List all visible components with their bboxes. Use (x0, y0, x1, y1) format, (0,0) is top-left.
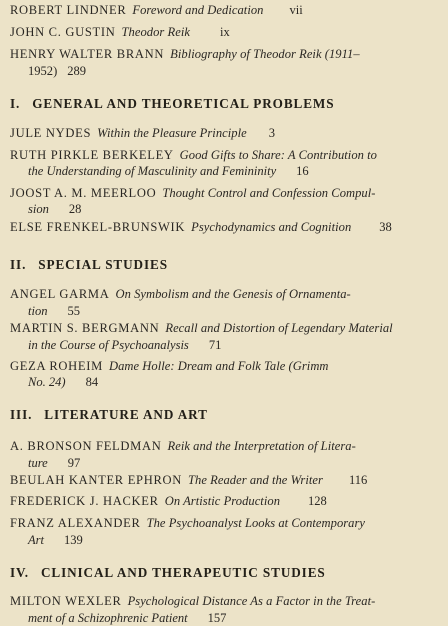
toc-entry (10, 516, 448, 531)
entry-title: Good Gifts to Share: A Contribution to (179, 148, 377, 162)
entry-author: MARTIN S. BERGMANN (10, 321, 160, 335)
toc-entry (10, 359, 448, 374)
toc-entry (10, 47, 448, 62)
toc-entry (10, 494, 448, 509)
toc-entry-continuation (28, 375, 448, 390)
entry-author: GEZA ROHEIM (10, 359, 103, 373)
section-heading (10, 407, 208, 423)
entry-page: 139 (64, 533, 83, 547)
entry-title: The Psychoanalyst Looks at Contemporary (146, 516, 366, 530)
entry-author: JOOST A. M. MEERLOO (10, 186, 157, 200)
entry-title: Psychological Distance As a Factor in the Treat- (127, 594, 376, 608)
entry-author: MILTON WEXLER (10, 594, 122, 608)
entry-title: Foreword and Dedication (132, 3, 264, 17)
entry-page: 16 (296, 164, 309, 178)
entry-page: 157 (207, 611, 227, 625)
toc-entry (10, 439, 448, 454)
entry-title-cont: ment of a Schizophrenic Patient (28, 611, 188, 625)
section-heading (10, 96, 335, 112)
entry-title: Thought Control and Confession Compul- (162, 186, 376, 200)
entry-title: Within the Pleasure Principle (97, 126, 247, 140)
entry-page: 116 (348, 473, 368, 487)
entry-title-cont: Art (28, 533, 45, 547)
entry-title: Reik and the Interpretation of Litera- (167, 439, 356, 453)
entry-page: 71 (208, 338, 222, 352)
entry-author: ANGEL GARMA (10, 287, 110, 301)
section-title: CLINICAL AND THERAPEUTIC STUDIES (40, 565, 326, 580)
toc-entry-continuation (28, 64, 448, 79)
entry-title: Psychodynamics and Cognition (191, 220, 352, 234)
section-title: LITERATURE AND ART (44, 407, 208, 422)
entry-author: HENRY WALTER BRANN (10, 47, 165, 61)
entry-author: RUTH PIRKLE BERKELEY (10, 148, 174, 162)
entry-author: ELSE FRENKEL-BRUNSWIK (10, 220, 186, 234)
toc-entry (10, 186, 448, 201)
toc-entry-continuation (28, 164, 448, 179)
toc-entry (10, 148, 448, 163)
entry-page: 128 (308, 494, 327, 508)
entry-author: JOHN C. GUSTIN (10, 25, 116, 39)
entry-page: 38 (379, 220, 392, 234)
section-heading (10, 257, 168, 273)
section-number: II. (10, 257, 27, 272)
toc-entry (10, 473, 448, 488)
entry-author: ROBERT LINDNER (10, 3, 127, 17)
entry-author: FRANZ ALEXANDER (10, 516, 141, 530)
toc-entry (10, 594, 448, 609)
entry-title: Bibliography of Theodor Reik (1911– (170, 47, 360, 61)
entry-page: 55 (67, 304, 81, 318)
entry-title: Dame Holle: Dream and Folk Tale (Grimm (108, 359, 329, 373)
toc-entry (10, 126, 448, 141)
entry-page: 28 (68, 202, 82, 216)
entry-title: The Reader and the Writer (188, 473, 323, 487)
toc-entry (10, 25, 448, 40)
entry-title-cont: the Understanding of Masculinity and Femininity (28, 164, 277, 178)
entry-page: 3 (268, 126, 276, 140)
toc-entry-continuation (28, 338, 448, 353)
section-number: IV. (10, 565, 29, 580)
entry-title: Theodor Reik (121, 25, 190, 39)
entry-title-cont: tion (28, 304, 48, 318)
toc-entry (10, 3, 448, 18)
toc-entry (10, 287, 448, 302)
entry-title-cont: sion (28, 202, 49, 216)
section-title: GENERAL AND THEORETICAL PROBLEMS (32, 96, 335, 111)
entry-page: ix (220, 25, 230, 39)
section-number: I. (10, 96, 21, 111)
entry-author: FREDERICK J. HACKER (10, 494, 159, 508)
entry-page: 97 (67, 456, 81, 470)
section-heading (10, 565, 326, 581)
entry-page: vii (289, 3, 303, 17)
toc-entry-continuation (28, 304, 448, 319)
entry-page: 84 (85, 375, 99, 389)
entry-author: JULE NYDES (10, 126, 92, 140)
entry-author: BEULAH KANTER EPHRON (10, 473, 183, 487)
entry-page: 289 (67, 64, 87, 78)
entry-title-cont: in the Course of Psychoanalysis (28, 338, 189, 352)
entry-title: On Artistic Production (164, 494, 281, 508)
section-number: III. (10, 407, 33, 422)
entry-title: On Symbolism and the Genesis of Ornamenta- (115, 287, 351, 301)
section-title: SPECIAL STUDIES (38, 257, 168, 272)
toc-entry-continuation (28, 202, 448, 217)
toc-entry (10, 220, 448, 235)
entry-author: A. BRONSON FELDMAN (10, 439, 162, 453)
entry-title: Recall and Distortion of Legendary Material (165, 321, 393, 335)
toc-entry-continuation (28, 456, 448, 471)
entry-title-cont: 1952) (28, 64, 58, 78)
entry-title-cont: No. 24) (28, 375, 66, 389)
toc-entry-continuation (28, 533, 448, 548)
toc-entry (10, 321, 448, 336)
entry-title-cont: ture (28, 456, 48, 470)
